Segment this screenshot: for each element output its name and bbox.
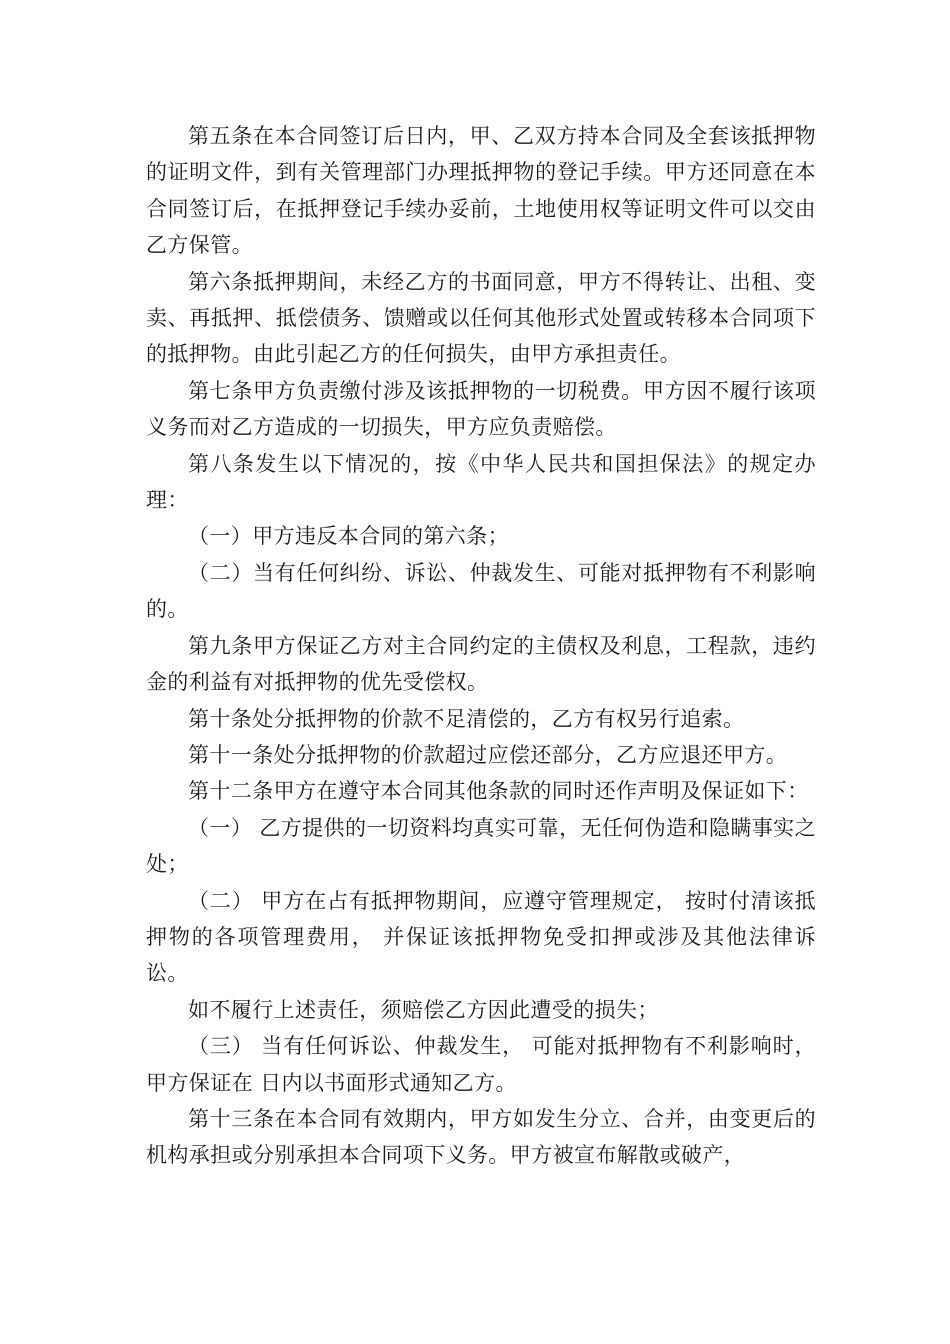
article-12-item-1: （一） 乙方提供的一切资料均真实可靠，无任何伪造和隐瞒事实之处； bbox=[146, 815, 816, 877]
article-8: 第八条发生以下情况的，按《中华人民共和国担保法》的规定办理： bbox=[146, 451, 816, 513]
article-8-item-2: （二）当有任何纠纷、诉讼、仲裁发生、可能对抵押物有不利影响的。 bbox=[146, 560, 816, 622]
article-11: 第十一条处分抵押物的价款超过应偿还部分，乙方应退还甲方。 bbox=[188, 742, 788, 767]
article-12-item-3: （三） 当有任何诉讼、仲裁发生， 可能对抵押物有不利影响时，甲方保证在 日内以书面形式通知乙方。 bbox=[146, 1034, 816, 1095]
article-12: 第十二条甲方在遵守本合同其他条款的同时还作声明及保证如下： bbox=[188, 779, 809, 804]
article-8-item-1: （一）甲方违反本合同的第六条； bbox=[188, 524, 509, 549]
article-7: 第七条甲方负责缴付涉及该抵押物的一切税费。甲方因不履行该项义务而对乙方造成的一切损失，甲方应负责赔偿。 bbox=[146, 378, 816, 440]
article-9: 第九条甲方保证乙方对主合同约定的主债权及利息，工程款，违约金的利益有对抵押物的优先受偿权。 bbox=[146, 633, 816, 695]
article-12-item-2: （二） 甲方在占有抵押物期间，应遵守管理规定， 按时付清该抵押物的各项管理费用， 并保证该抵押物免受扣押或涉及其他法律诉讼。 bbox=[146, 888, 816, 986]
article-6: 第六条抵押期间，未经乙方的书面同意，甲方不得转让、出租、变卖、再抵押、抵偿债务、馈赠或以任何其他形式处置或转移本合同项下的抵押物。由此引起乙方的任何损失，由甲方承担责任。 bbox=[146, 269, 816, 367]
document-body bbox=[146, 118, 816, 1174]
article-10: 第十条处分抵押物的价款不足清偿的，乙方有权另行追索。 bbox=[188, 706, 745, 731]
article-12-note: 如不履行上述责任，须赔偿乙方因此遭受的损失； bbox=[188, 997, 659, 1022]
article-5: 第五条在本合同签订后日内，甲、乙双方持本合同及全套该抵押物的证明文件，到有关管理部门办理抵押物的登记手续。甲方还同意在本合同签订后，在抵押登记手续办妥前，土地使用权等证明文件可以交由乙方保管。 bbox=[146, 124, 816, 258]
article-13: 第十三条在本合同有效期内，甲方如发生分立、合并，由变更后的机构承担或分别承担本合同项下义务。甲方被宣布解散或破产， bbox=[146, 1106, 816, 1168]
